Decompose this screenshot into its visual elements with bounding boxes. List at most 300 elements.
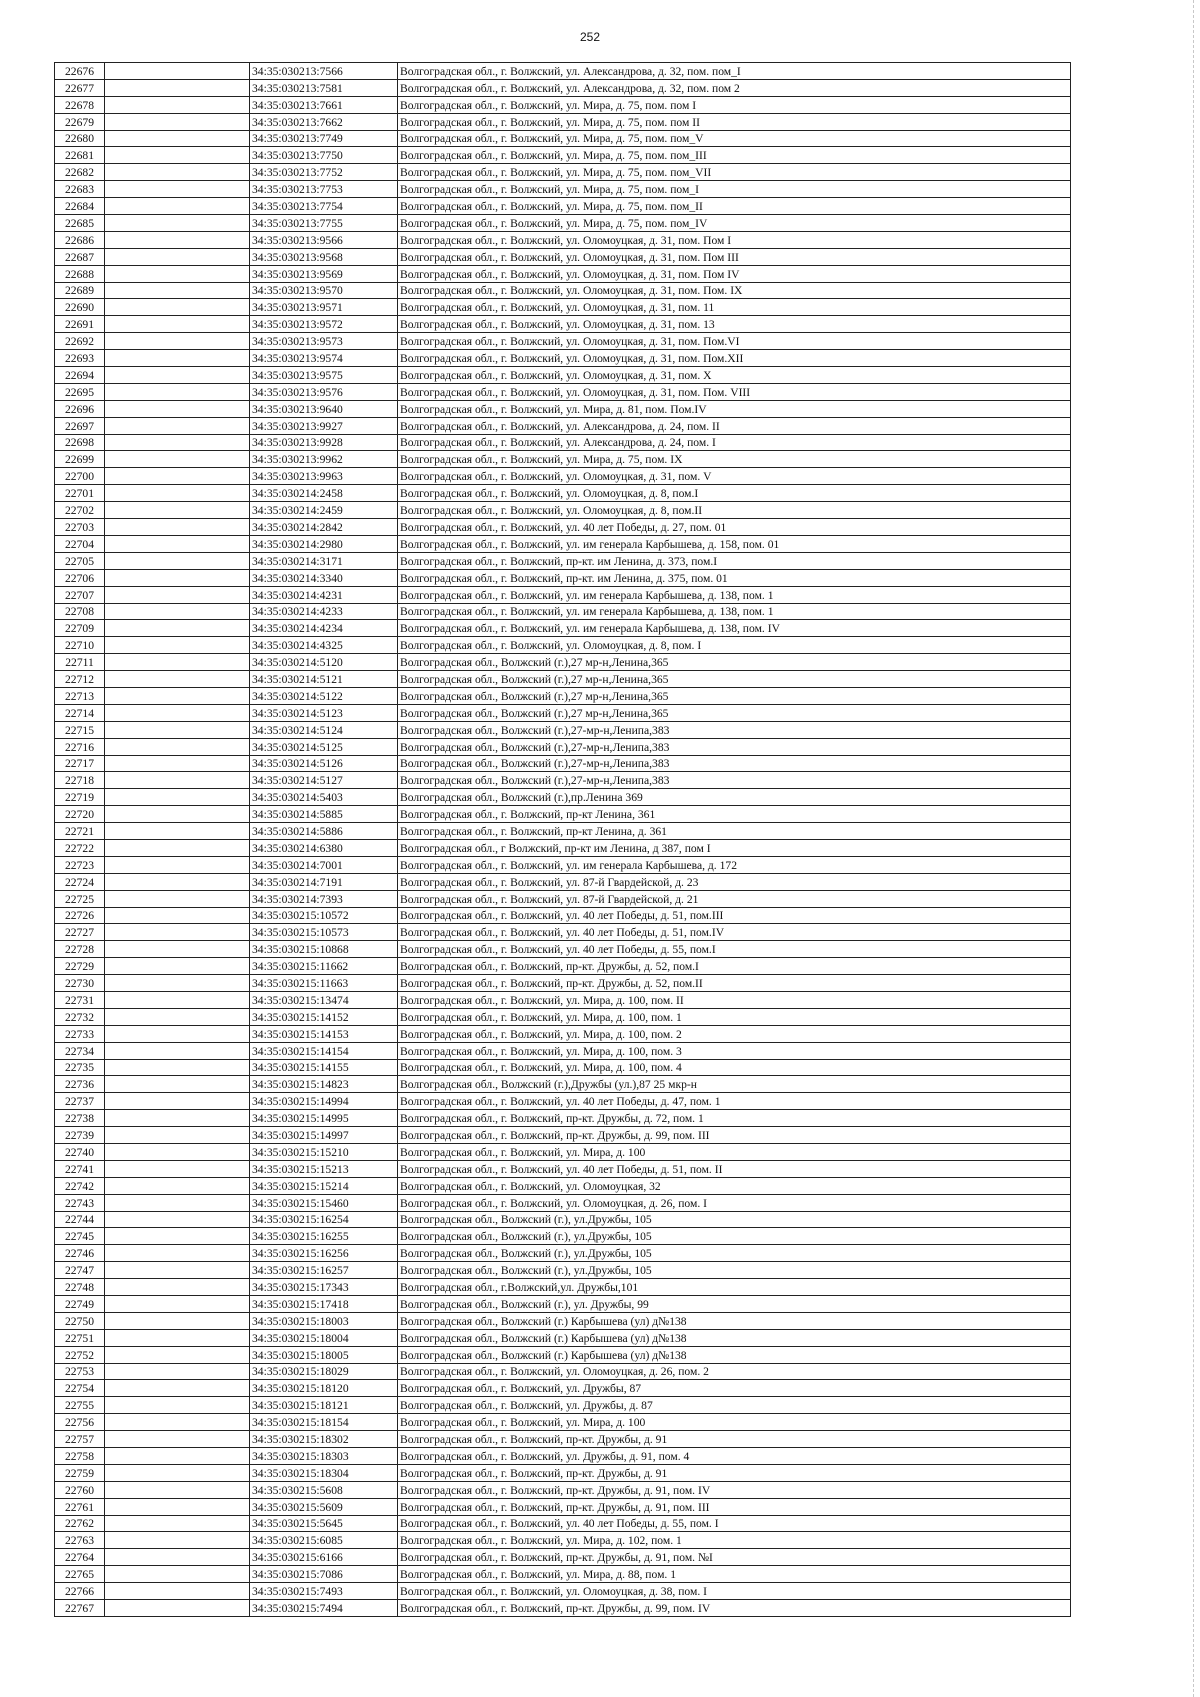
page-edge-line bbox=[1193, 0, 1194, 1697]
cadastral-number-cell: 34:35:030213:9566 bbox=[250, 231, 398, 248]
table-row bbox=[55, 198, 1071, 215]
cadastral-number-cell: 34:35:030215:5645 bbox=[250, 1515, 398, 1532]
cadastral-number-cell: 34:35:030215:14994 bbox=[250, 1093, 398, 1110]
address-cell: Волгоградская обл., г. Волжский, ул. Александрова, д. 24, пом. II bbox=[398, 417, 1071, 434]
address-cell: Волгоградская обл., г. Волжский, пр-кт. Дружбы, д. 52, пом.II bbox=[398, 975, 1071, 992]
address-cell: Волгоградская обл., г. Волжский, ул. Мира, д. 75, пом. пом_III bbox=[398, 147, 1071, 164]
row-number-cell: 22700 bbox=[55, 468, 105, 485]
empty-cell bbox=[105, 1296, 250, 1313]
row-number-cell: 22760 bbox=[55, 1481, 105, 1498]
empty-cell bbox=[105, 96, 250, 113]
empty-cell bbox=[105, 400, 250, 417]
row-number-cell: 22727 bbox=[55, 924, 105, 941]
row-number-cell: 22765 bbox=[55, 1566, 105, 1583]
empty-cell bbox=[105, 198, 250, 215]
cadastral-number-cell: 34:35:030215:18302 bbox=[250, 1431, 398, 1448]
cadastral-number-cell: 34:35:030214:5885 bbox=[250, 806, 398, 823]
row-number-cell: 22740 bbox=[55, 1144, 105, 1161]
address-cell: Волгоградская обл., г. Волжский, ул. Оломоуцкая, д. 38, пом. I bbox=[398, 1583, 1071, 1600]
table-row bbox=[55, 755, 1071, 772]
table-row bbox=[55, 991, 1071, 1008]
row-number-cell: 22716 bbox=[55, 738, 105, 755]
address-cell: Волгоградская обл., г. Волжский, ул. Оломоуцкая, д. 26, пом. I bbox=[398, 1194, 1071, 1211]
registry-table bbox=[54, 62, 1071, 1617]
row-number-cell: 22712 bbox=[55, 671, 105, 688]
address-cell: Волгоградская обл., Волжский (г.), ул.Дружбы, 105 bbox=[398, 1262, 1071, 1279]
row-number-cell: 22711 bbox=[55, 654, 105, 671]
cadastral-number-cell: 34:35:030213:9576 bbox=[250, 383, 398, 400]
address-cell: Волгоградская обл., г. Волжский, ул. Александрова, д. 24, пом. I bbox=[398, 434, 1071, 451]
empty-cell bbox=[105, 1279, 250, 1296]
row-number-cell: 22750 bbox=[55, 1312, 105, 1329]
empty-cell bbox=[105, 282, 250, 299]
cadastral-number-cell: 34:35:030213:7662 bbox=[250, 113, 398, 130]
table-row bbox=[55, 569, 1071, 586]
table-row bbox=[55, 1583, 1071, 1600]
empty-cell bbox=[105, 586, 250, 603]
table-row bbox=[55, 1380, 1071, 1397]
row-number-cell: 22724 bbox=[55, 873, 105, 890]
row-number-cell: 22686 bbox=[55, 231, 105, 248]
row-number-cell: 22738 bbox=[55, 1110, 105, 1127]
table-row bbox=[55, 873, 1071, 890]
row-number-cell: 22755 bbox=[55, 1397, 105, 1414]
empty-cell bbox=[105, 1549, 250, 1566]
table-row bbox=[55, 958, 1071, 975]
row-number-cell: 22690 bbox=[55, 299, 105, 316]
row-number-cell: 22685 bbox=[55, 215, 105, 232]
address-cell: Волгоградская обл., г. Волжский, ул. 40 лет Победы, д. 51, пом.III bbox=[398, 907, 1071, 924]
table-row bbox=[55, 485, 1071, 502]
row-number-cell: 22702 bbox=[55, 502, 105, 519]
cadastral-number-cell: 34:35:030215:14153 bbox=[250, 1025, 398, 1042]
cadastral-number-cell: 34:35:030214:6380 bbox=[250, 839, 398, 856]
empty-cell bbox=[105, 1008, 250, 1025]
row-number-cell: 22736 bbox=[55, 1076, 105, 1093]
table-row bbox=[55, 1363, 1071, 1380]
address-cell: Волгоградская обл., г. Волжский, ул. Оломоуцкая, д. 31, пом. Пом I bbox=[398, 231, 1071, 248]
empty-cell bbox=[105, 1262, 250, 1279]
empty-cell bbox=[105, 299, 250, 316]
empty-cell bbox=[105, 907, 250, 924]
cadastral-number-cell: 34:35:030213:9568 bbox=[250, 248, 398, 265]
cadastral-number-cell: 34:35:030213:7755 bbox=[250, 215, 398, 232]
address-cell: Волгоградская обл., г. Волжский, ул. Мира, д. 100, пом. 4 bbox=[398, 1059, 1071, 1076]
cadastral-number-cell: 34:35:030213:7754 bbox=[250, 198, 398, 215]
table-row bbox=[55, 603, 1071, 620]
cadastral-number-cell: 34:35:030215:18303 bbox=[250, 1448, 398, 1465]
table-row bbox=[55, 1059, 1071, 1076]
table-row bbox=[55, 823, 1071, 840]
empty-cell bbox=[105, 113, 250, 130]
cadastral-number-cell: 34:35:030214:4234 bbox=[250, 620, 398, 637]
table-row bbox=[55, 1532, 1071, 1549]
table-row bbox=[55, 113, 1071, 130]
registry-table-body bbox=[55, 63, 1071, 1617]
table-row bbox=[55, 1008, 1071, 1025]
row-number-cell: 22764 bbox=[55, 1549, 105, 1566]
empty-cell bbox=[105, 620, 250, 637]
table-row bbox=[55, 468, 1071, 485]
table-row bbox=[55, 79, 1071, 96]
table-row bbox=[55, 975, 1071, 992]
cadastral-number-cell: 34:35:030214:7191 bbox=[250, 873, 398, 890]
cadastral-number-cell: 34:35:030215:14155 bbox=[250, 1059, 398, 1076]
row-number-cell: 22766 bbox=[55, 1583, 105, 1600]
row-number-cell: 22678 bbox=[55, 96, 105, 113]
table-row bbox=[55, 1296, 1071, 1313]
row-number-cell: 22752 bbox=[55, 1346, 105, 1363]
table-row bbox=[55, 907, 1071, 924]
row-number-cell: 22745 bbox=[55, 1228, 105, 1245]
cadastral-number-cell: 34:35:030215:6166 bbox=[250, 1549, 398, 1566]
row-number-cell: 22731 bbox=[55, 991, 105, 1008]
address-cell: Волгоградская обл., г. Волжский, ул. Мира, д. 100, пом. 3 bbox=[398, 1042, 1071, 1059]
address-cell: Волгоградская обл., Волжский (г.),Дружбы (ул.),87 25 мкр-н bbox=[398, 1076, 1071, 1093]
empty-cell bbox=[105, 637, 250, 654]
address-cell: Волгоградская обл., г. Волжский, ул. им генерала Карбышева, д. 138, пом. 1 bbox=[398, 586, 1071, 603]
empty-cell bbox=[105, 1160, 250, 1177]
address-cell: Волгоградская обл., г. Волжский, ул. 87-й Гвардейской, д. 21 bbox=[398, 890, 1071, 907]
row-number-cell: 22692 bbox=[55, 333, 105, 350]
empty-cell bbox=[105, 485, 250, 502]
address-cell: Волгоградская обл., Волжский (г.),27-мр-н,Ленипа,383 bbox=[398, 755, 1071, 772]
cadastral-number-cell: 34:35:030215:15460 bbox=[250, 1194, 398, 1211]
row-number-cell: 22698 bbox=[55, 434, 105, 451]
cadastral-number-cell: 34:35:030214:5886 bbox=[250, 823, 398, 840]
cadastral-number-cell: 34:35:030213:7581 bbox=[250, 79, 398, 96]
table-row bbox=[55, 1481, 1071, 1498]
empty-cell bbox=[105, 1144, 250, 1161]
address-cell: Волгоградская обл., Волжский (г.),27 мр-н,Ленина,365 bbox=[398, 654, 1071, 671]
cadastral-number-cell: 34:35:030213:9572 bbox=[250, 316, 398, 333]
table-row bbox=[55, 147, 1071, 164]
address-cell: Волгоградская обл., г. Волжский, ул. 40 лет Победы, д. 51, пом.IV bbox=[398, 924, 1071, 941]
empty-cell bbox=[105, 1431, 250, 1448]
address-cell: Волгоградская обл., Волжский (г.), ул. Дружбы, 99 bbox=[398, 1296, 1071, 1313]
empty-cell bbox=[105, 231, 250, 248]
row-number-cell: 22704 bbox=[55, 535, 105, 552]
cadastral-number-cell: 34:35:030214:5123 bbox=[250, 704, 398, 721]
cadastral-number-cell: 34:35:030214:2842 bbox=[250, 519, 398, 536]
row-number-cell: 22720 bbox=[55, 806, 105, 823]
empty-cell bbox=[105, 1414, 250, 1431]
empty-cell bbox=[105, 367, 250, 384]
empty-cell bbox=[105, 755, 250, 772]
row-number-cell: 22717 bbox=[55, 755, 105, 772]
address-cell: Волгоградская обл., Волжский (г.), ул.Дружбы, 105 bbox=[398, 1245, 1071, 1262]
cadastral-number-cell: 34:35:030213:7753 bbox=[250, 181, 398, 198]
empty-cell bbox=[105, 1312, 250, 1329]
cadastral-number-cell: 34:35:030215:14823 bbox=[250, 1076, 398, 1093]
row-number-cell: 22677 bbox=[55, 79, 105, 96]
address-cell: Волгоградская обл., г. Волжский, ул. 40 лет Победы, д. 51, пом. II bbox=[398, 1160, 1071, 1177]
row-number-cell: 22746 bbox=[55, 1245, 105, 1262]
cadastral-number-cell: 34:35:030215:16254 bbox=[250, 1211, 398, 1228]
empty-cell bbox=[105, 975, 250, 992]
empty-cell bbox=[105, 383, 250, 400]
cadastral-number-cell: 34:35:030215:18304 bbox=[250, 1464, 398, 1481]
address-cell: Волгоградская обл., г. Волжский, ул. им генерала Карбышева, д. 138, пом. 1 bbox=[398, 603, 1071, 620]
cadastral-number-cell: 34:35:030214:4325 bbox=[250, 637, 398, 654]
empty-cell bbox=[105, 1532, 250, 1549]
table-row bbox=[55, 941, 1071, 958]
address-cell: Волгоградская обл., Волжский (г.), ул.Дружбы, 105 bbox=[398, 1211, 1071, 1228]
address-cell: Волгоградская обл., г. Волжский, ул. Александрова, д. 32, пом. пом_I bbox=[398, 63, 1071, 80]
address-cell: Волгоградская обл., г. Волжский, ул. Мира, д. 100, пом. 2 bbox=[398, 1025, 1071, 1042]
row-number-cell: 22726 bbox=[55, 907, 105, 924]
row-number-cell: 22723 bbox=[55, 856, 105, 873]
table-row bbox=[55, 1600, 1071, 1617]
empty-cell bbox=[105, 1025, 250, 1042]
table-row bbox=[55, 1414, 1071, 1431]
empty-cell bbox=[105, 958, 250, 975]
address-cell: Волгоградская обл., Волжский (г.) Карбышева (ул) д№138 bbox=[398, 1346, 1071, 1363]
cadastral-number-cell: 34:35:030215:18029 bbox=[250, 1363, 398, 1380]
address-cell: Волгоградская обл., г. Волжский, ул. Мира, д. 75, пом. IX bbox=[398, 451, 1071, 468]
row-number-cell: 22709 bbox=[55, 620, 105, 637]
cadastral-number-cell: 34:35:030214:7393 bbox=[250, 890, 398, 907]
address-cell: Волгоградская обл., г. Волжский, ул. Оломоуцкая, д. 31, пом. X bbox=[398, 367, 1071, 384]
row-number-cell: 22683 bbox=[55, 181, 105, 198]
cadastral-number-cell: 34:35:030214:5122 bbox=[250, 687, 398, 704]
table-row bbox=[55, 519, 1071, 536]
address-cell: Волгоградская обл., Волжский (г.),27-мр-н,Ленипа,383 bbox=[398, 721, 1071, 738]
address-cell: Волгоградская обл., г. Волжский, ул. им генерала Карбышева, д. 138, пом. IV bbox=[398, 620, 1071, 637]
address-cell: Волгоградская обл., г. Волжский, ул. 40 лет Победы, д. 27, пом. 01 bbox=[398, 519, 1071, 536]
cadastral-number-cell: 34:35:030214:5126 bbox=[250, 755, 398, 772]
cadastral-number-cell: 34:35:030215:11663 bbox=[250, 975, 398, 992]
address-cell: Волгоградская обл., г. Волжский, ул. Дружбы, 87 bbox=[398, 1380, 1071, 1397]
row-number-cell: 22680 bbox=[55, 130, 105, 147]
empty-cell bbox=[105, 215, 250, 232]
cadastral-number-cell: 34:35:030215:18004 bbox=[250, 1329, 398, 1346]
empty-cell bbox=[105, 704, 250, 721]
table-row bbox=[55, 299, 1071, 316]
row-number-cell: 22691 bbox=[55, 316, 105, 333]
table-row bbox=[55, 215, 1071, 232]
table-row bbox=[55, 1262, 1071, 1279]
address-cell: Волгоградская обл., г. Волжский, ул. Мира, д. 100 bbox=[398, 1414, 1071, 1431]
cadastral-number-cell: 34:35:030214:7001 bbox=[250, 856, 398, 873]
empty-cell bbox=[105, 941, 250, 958]
cadastral-number-cell: 34:35:030215:17343 bbox=[250, 1279, 398, 1296]
table-row bbox=[55, 1110, 1071, 1127]
table-row bbox=[55, 586, 1071, 603]
table-row bbox=[55, 738, 1071, 755]
address-cell: Волгоградская обл., Волжский (г.),27 мр-н,Ленина,365 bbox=[398, 704, 1071, 721]
empty-cell bbox=[105, 806, 250, 823]
empty-cell bbox=[105, 248, 250, 265]
table-row bbox=[55, 721, 1071, 738]
address-cell: Волгоградская обл., г. Волжский, ул. Оломоуцкая, д. 31, пом. Пом. VIII bbox=[398, 383, 1071, 400]
cadastral-number-cell: 34:35:030215:16257 bbox=[250, 1262, 398, 1279]
cadastral-number-cell: 34:35:030215:7493 bbox=[250, 1583, 398, 1600]
table-row bbox=[55, 772, 1071, 789]
cadastral-number-cell: 34:35:030214:3340 bbox=[250, 569, 398, 586]
cadastral-number-cell: 34:35:030213:9640 bbox=[250, 400, 398, 417]
row-number-cell: 22739 bbox=[55, 1127, 105, 1144]
table-row bbox=[55, 1042, 1071, 1059]
cadastral-number-cell: 34:35:030214:5403 bbox=[250, 789, 398, 806]
row-number-cell: 22732 bbox=[55, 1008, 105, 1025]
address-cell: Волгоградская обл., г. Волжский, пр-кт. Дружбы, д. 91, пом. IV bbox=[398, 1481, 1071, 1498]
table-row bbox=[55, 1549, 1071, 1566]
empty-cell bbox=[105, 316, 250, 333]
table-row bbox=[55, 130, 1071, 147]
empty-cell bbox=[105, 603, 250, 620]
empty-cell bbox=[105, 1515, 250, 1532]
row-number-cell: 22753 bbox=[55, 1363, 105, 1380]
empty-cell bbox=[105, 991, 250, 1008]
cadastral-number-cell: 34:35:030213:9575 bbox=[250, 367, 398, 384]
cadastral-number-cell: 34:35:030213:7566 bbox=[250, 63, 398, 80]
row-number-cell: 22756 bbox=[55, 1414, 105, 1431]
empty-cell bbox=[105, 1380, 250, 1397]
row-number-cell: 22748 bbox=[55, 1279, 105, 1296]
row-number-cell: 22729 bbox=[55, 958, 105, 975]
cadastral-number-cell: 34:35:030214:4231 bbox=[250, 586, 398, 603]
row-number-cell: 22744 bbox=[55, 1211, 105, 1228]
row-number-cell: 22757 bbox=[55, 1431, 105, 1448]
address-cell: Волгоградская обл., Волжский (г.),27 мр-н,Ленина,365 bbox=[398, 671, 1071, 688]
table-row bbox=[55, 1177, 1071, 1194]
empty-cell bbox=[105, 265, 250, 282]
table-row bbox=[55, 434, 1071, 451]
empty-cell bbox=[105, 1127, 250, 1144]
empty-cell bbox=[105, 1481, 250, 1498]
row-number-cell: 22737 bbox=[55, 1093, 105, 1110]
address-cell: Волгоградская обл., г. Волжский, ул. Оломоуцкая, д. 8, пом. I bbox=[398, 637, 1071, 654]
table-row bbox=[55, 333, 1071, 350]
empty-cell bbox=[105, 434, 250, 451]
address-cell: Волгоградская обл., г. Волжский, ул. Мира, д. 75, пом. пом_I bbox=[398, 181, 1071, 198]
empty-cell bbox=[105, 873, 250, 890]
empty-cell bbox=[105, 856, 250, 873]
table-row bbox=[55, 1144, 1071, 1161]
address-cell: Волгоградская обл., г. Волжский, пр-кт. Дружбы, д. 91 bbox=[398, 1431, 1071, 1448]
table-row bbox=[55, 1346, 1071, 1363]
cadastral-number-cell: 34:35:030213:7661 bbox=[250, 96, 398, 113]
empty-cell bbox=[105, 1076, 250, 1093]
cadastral-number-cell: 34:35:030215:14995 bbox=[250, 1110, 398, 1127]
address-cell: Волгоградская обл., г. Волжский, ул. Оломоуцкая, д. 31, пом. Пом IV bbox=[398, 265, 1071, 282]
table-row bbox=[55, 63, 1071, 80]
address-cell: Волгоградская обл., г. Волжский, ул. Мира, д. 100 bbox=[398, 1144, 1071, 1161]
row-number-cell: 22762 bbox=[55, 1515, 105, 1532]
cadastral-number-cell: 34:35:030213:9571 bbox=[250, 299, 398, 316]
row-number-cell: 22694 bbox=[55, 367, 105, 384]
table-row bbox=[55, 181, 1071, 198]
row-number-cell: 22730 bbox=[55, 975, 105, 992]
address-cell: Волгоградская обл., г. Волжский, пр-кт. им Ленина, д. 375, пом. 01 bbox=[398, 569, 1071, 586]
cadastral-number-cell: 34:35:030215:10868 bbox=[250, 941, 398, 958]
address-cell: Волгоградская обл., Волжский (г.) Карбышева (ул) д№138 bbox=[398, 1329, 1071, 1346]
address-cell: Волгоградская обл., г. Волжский, пр-кт. Дружбы, д. 99, пом. IV bbox=[398, 1600, 1071, 1617]
table-row bbox=[55, 265, 1071, 282]
cadastral-number-cell: 34:35:030213:7750 bbox=[250, 147, 398, 164]
cadastral-number-cell: 34:35:030214:5127 bbox=[250, 772, 398, 789]
row-number-cell: 22728 bbox=[55, 941, 105, 958]
empty-cell bbox=[105, 1194, 250, 1211]
address-cell: Волгоградская обл., Волжский (г.), ул.Дружбы, 105 bbox=[398, 1228, 1071, 1245]
row-number-cell: 22695 bbox=[55, 383, 105, 400]
empty-cell bbox=[105, 1346, 250, 1363]
address-cell: Волгоградская обл., г. Волжский, ул. Мира, д. 75, пом. пом_VII bbox=[398, 164, 1071, 181]
empty-cell bbox=[105, 1110, 250, 1127]
address-cell: Волгоградская обл., г. Волжский, ул. Оломоуцкая, д. 8, пом.II bbox=[398, 502, 1071, 519]
table-row bbox=[55, 350, 1071, 367]
empty-cell bbox=[105, 671, 250, 688]
cadastral-number-cell: 34:35:030215:7086 bbox=[250, 1566, 398, 1583]
empty-cell bbox=[105, 1059, 250, 1076]
row-number-cell: 22681 bbox=[55, 147, 105, 164]
address-cell: Волгоградская обл., г. Волжский, ул. Оломоуцкая, д. 26, пом. 2 bbox=[398, 1363, 1071, 1380]
empty-cell bbox=[105, 654, 250, 671]
row-number-cell: 22754 bbox=[55, 1380, 105, 1397]
table-row bbox=[55, 248, 1071, 265]
cadastral-number-cell: 34:35:030215:18154 bbox=[250, 1414, 398, 1431]
row-number-cell: 22721 bbox=[55, 823, 105, 840]
table-row bbox=[55, 704, 1071, 721]
empty-cell bbox=[105, 350, 250, 367]
row-number-cell: 22688 bbox=[55, 265, 105, 282]
cadastral-number-cell: 34:35:030214:2458 bbox=[250, 485, 398, 502]
cadastral-number-cell: 34:35:030213:7752 bbox=[250, 164, 398, 181]
cadastral-number-cell: 34:35:030214:4233 bbox=[250, 603, 398, 620]
row-number-cell: 22682 bbox=[55, 164, 105, 181]
empty-cell bbox=[105, 63, 250, 80]
row-number-cell: 22759 bbox=[55, 1464, 105, 1481]
cadastral-number-cell: 34:35:030215:18005 bbox=[250, 1346, 398, 1363]
empty-cell bbox=[105, 823, 250, 840]
empty-cell bbox=[105, 1093, 250, 1110]
address-cell: Волгоградская обл., г. Волжский, ул. Оломоуцкая, д. 31, пом. 11 bbox=[398, 299, 1071, 316]
address-cell: Волгоградская обл., г. Волжский, пр-кт. им Ленина, д. 373, пом.I bbox=[398, 552, 1071, 569]
row-number-cell: 22697 bbox=[55, 417, 105, 434]
empty-cell bbox=[105, 1397, 250, 1414]
table-row bbox=[55, 451, 1071, 468]
table-row bbox=[55, 637, 1071, 654]
empty-cell bbox=[105, 1464, 250, 1481]
address-cell: Волгоградская обл., г. Волжский, ул. Мира, д. 100, пом. 1 bbox=[398, 1008, 1071, 1025]
table-row bbox=[55, 282, 1071, 299]
table-row bbox=[55, 1228, 1071, 1245]
row-number-cell: 22722 bbox=[55, 839, 105, 856]
empty-cell bbox=[105, 738, 250, 755]
table-row bbox=[55, 1312, 1071, 1329]
address-cell: Волгоградская обл., г. Волжский, ул. Мира, д. 75, пом. пом_IV bbox=[398, 215, 1071, 232]
table-row bbox=[55, 96, 1071, 113]
cadastral-number-cell: 34:35:030215:18003 bbox=[250, 1312, 398, 1329]
empty-cell bbox=[105, 552, 250, 569]
row-number-cell: 22710 bbox=[55, 637, 105, 654]
row-number-cell: 22676 bbox=[55, 63, 105, 80]
address-cell: Волгоградская обл., г. Волжский, ул. Мира, д. 75, пом. пом I bbox=[398, 96, 1071, 113]
cadastral-number-cell: 34:35:030215:10572 bbox=[250, 907, 398, 924]
address-cell: Волгоградская обл., г. Волжский, ул. Оломоуцкая, д. 31, пом. Пом III bbox=[398, 248, 1071, 265]
address-cell: Волгоградская обл., г. Волжский, пр-кт Ленина, 361 bbox=[398, 806, 1071, 823]
cadastral-number-cell: 34:35:030215:13474 bbox=[250, 991, 398, 1008]
row-number-cell: 22689 bbox=[55, 282, 105, 299]
row-number-cell: 22719 bbox=[55, 789, 105, 806]
table-row bbox=[55, 1448, 1071, 1465]
table-row bbox=[55, 1025, 1071, 1042]
empty-cell bbox=[105, 451, 250, 468]
table-row bbox=[55, 367, 1071, 384]
cadastral-number-cell: 34:35:030215:6085 bbox=[250, 1532, 398, 1549]
cadastral-number-cell: 34:35:030215:15214 bbox=[250, 1177, 398, 1194]
